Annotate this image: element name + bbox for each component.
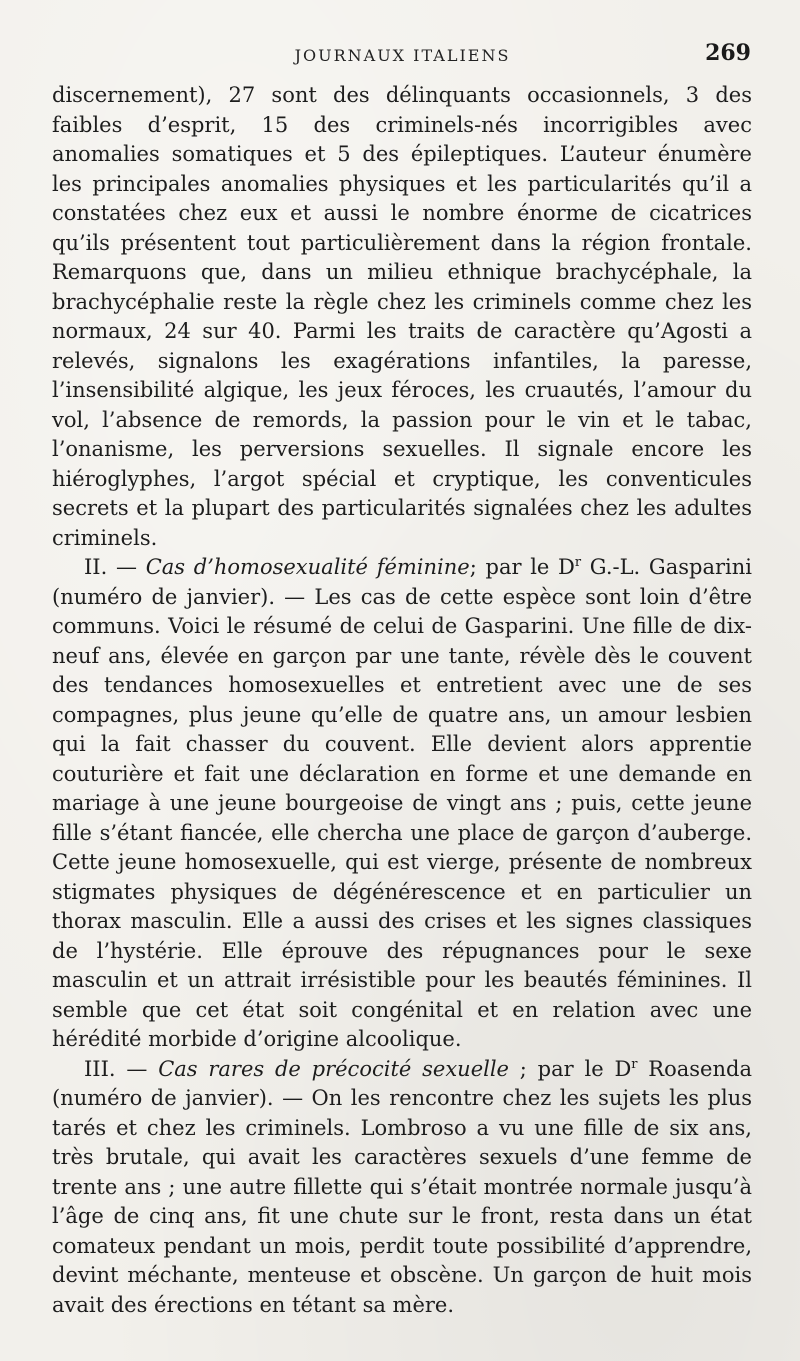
section-ii-text: G.-L. Gasparini (numéro de janvier). — Les cas de cette espèce sont loin d’être communs. Voici le résumé de celui de Gasparini. Une fille de dix-neuf ans, élevée en garçon par une tante, révèle dès le couvent des tendances homosexuelles et entretient avec une de ses compagnes, plus jeune qu’elle de quatre ans, un amour lesbien qui la fait chasser du couvent. Elle devient alors apprentie couturière et fait une déclaration en forme et une demande en mariage à une jeune bourgeoise de vingt ans ; puis, cette jeune fille s’étant fiancée, elle chercha une place de garçon d’auberge. Cette jeune homosexuelle, qui est vierge, présente de nombreux stigmates physiques de dégénérescence et en particulier un thorax masculin. Elle a aussi des crises et les signes classiques de l’hystérie. Elle éprouve des répugnances pour le sexe masculin et un attrait irrésistible pour les beautés féminines. Il semble que cet état soit congénital et en relation avec une hérédité morbide d’origine alcoolique. <box>52 555 752 1051</box>
section-iii-author-sup: r <box>631 1056 638 1072</box>
page-number: 269 <box>705 40 751 66</box>
section-iii <box>52 1055 752 1321</box>
running-head: JOURNAUX ITALIENS <box>294 46 511 65</box>
section-ii <box>52 553 752 1055</box>
section-ii-numeral: II. — <box>84 555 137 579</box>
section-ii-title: Cas d’homosexualité féminine <box>145 555 470 579</box>
section-iii-numeral: III. — <box>84 1056 148 1081</box>
section-iii-author-prefix: ; par le D <box>508 1056 632 1081</box>
section-iii-title: Cas rares de précocité sexuelle <box>158 1056 509 1081</box>
paragraph-continued: discernement), 27 sont des délinquants occasionnels, 3 des faibles d’esprit, 15 des criminels-nés incorrigibles avec anomalies somatiques et 5 des épileptiques. L’auteur énumère les principales anomalies physiques et les particularités qu’il a constatées chez eux et aussi le nombre énorme de cicatrices qu’ils présentent tout particulièrement dans la région frontale. Remarquons que, dans un milieu ethnique brachycéphale, la brachycéphalie reste la règle chez les criminels comme chez les normaux, 24 sur 40. Parmi les traits de caractère qu’Agosti a relevés, signalons les exagérations infantiles, la paresse, l’insensibilité algique, les jeux féroces, les cruautés, l’amour du vol, l’absence de remords, la passion pour le vin et le tabac, l’onanisme, les perversions sexuelles. Il signale encore les hiéroglyphes, l’argot spécial et cryptique, les conventicules secrets et la plupart des particularités signalées chez les adultes criminels. <box>52 83 752 550</box>
section-ii-author-sup: r <box>574 555 582 570</box>
page-header <box>50 40 755 76</box>
body-text <box>52 81 752 1320</box>
section-ii-author-prefix: ; par le D <box>469 555 575 579</box>
section-iii-text: Roasenda (numéro de janvier). — On les rencontre chez les sujets les plus tarés et chez les criminels. Lombroso a vu une fille de six ans, très brutale, qui avait les caractères sexuels d’une femme de trente ans ; une autre fillette qui s’était montrée normale jusqu’à l’âge de cinq ans, fit une chute sur le front, resta dans un état comateux pendant un mois, perdit toute possibilité d’apprendre, devint méchante, menteuse et obscène. Un garçon de huit mois avait des érections en tétant sa mère. <box>52 1056 752 1317</box>
